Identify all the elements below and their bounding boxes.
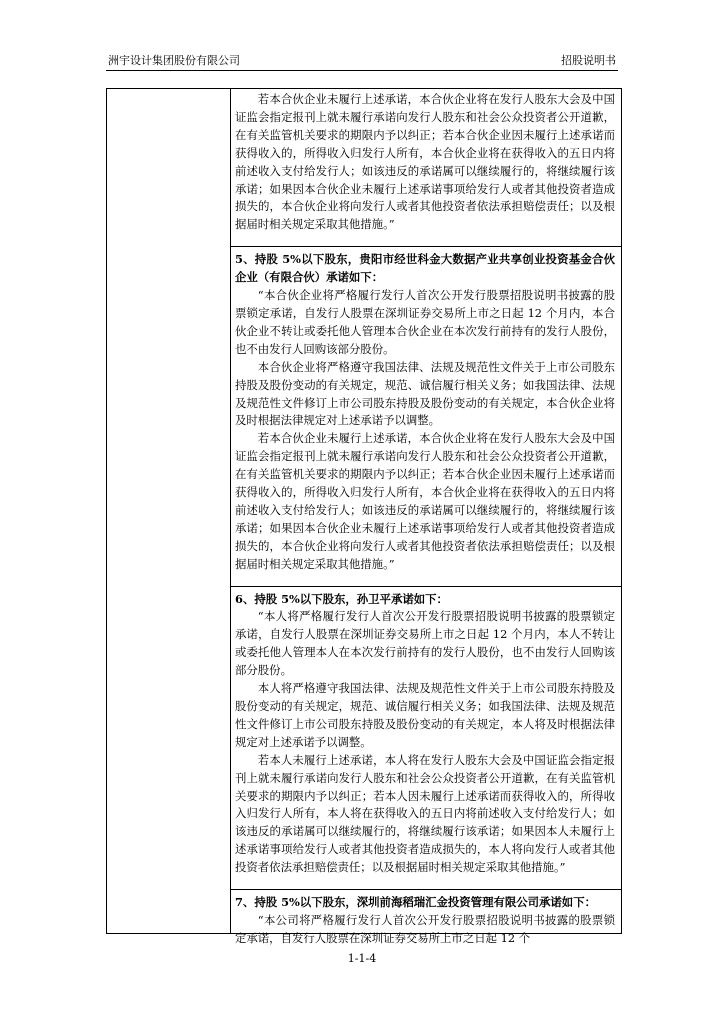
section-divider: [230, 586, 621, 587]
section-divider: [230, 246, 621, 247]
commitment-block-continued: [235, 91, 615, 234]
paragraph: 若本合伙企业未履行上述承诺，本合伙企业将在发行人股东大会及中国证监会指定报刊上就未履行承诺向发行人股东和社会公众投资者公开道歉，在有关监管机关要求的期限内予以纠正；若本合伙企业因未履行上述承诺而获得收入的，所得收入归发行人所有，本合伙企业将在获得收入的五日内将前述收入支付给发行人；如该违反的承诺属可以继续履行的，将继续履行该承诺；如果因本合伙企业未履行上述承诺事项给发行人或者其他投资者造成损失的，本合伙企业将向发行人或者其他投资者依法承担赔偿责任；以及根据届时相关规定采取其他措施。”: [235, 431, 615, 571]
page-header: [106, 50, 618, 71]
column-divider: [230, 89, 231, 933]
commitment-block-6: [235, 591, 615, 878]
commitment-block-7: [235, 894, 615, 948]
header-company-name: 洲宇设计集团股份有限公司: [108, 54, 240, 67]
section-heading: 7、持股 5%以下股东，深圳前海稻瑞汇金投资管理有限公司承诺如下：: [235, 895, 596, 910]
paragraph: “本合伙企业将严格履行发行人首次公开发行股票招股说明书披露的股票锁定承诺，自发行人股票在深圳证券交易所上市之日起 12 个月内，本合伙企业不转让或委托他人管理本合伙企业在本次发行前持有的发行人股份，也不由发行人回购该部分股份。: [235, 288, 615, 356]
paragraph: 本合伙企业将严格遵守我国法律、法规及规范性文件关于上市公司股东持股及股份变动的有关规定，规范、诚信履行相关义务；如我国法律、法规及规范性文件修订上市公司股东持股及股份变动的有关规定，本合伙企业将及时根据法律规定对上述承诺予以调整。: [235, 359, 615, 428]
paragraph: 若本人未履行上述承诺，本人将在发行人股东大会及中国证监会指定报刊上就未履行承诺向发行人股东和社会公众投资者公开道歉，在有关监管机关要求的期限内予以纠正；若本人因未履行上述承诺而获得收入的，所得收入归发行人所有，本人将在获得收入的五日内将前述收入支付给发行人；如该违反的承诺属可以继续履行的，将继续履行该承诺；如果因本人未履行上述承诺事项给发行人或者其他投资者造成损失的，本人将向发行人或者其他投资者依法承担赔偿责任；以及根据届时相关规定采取其他措施。”: [235, 752, 615, 875]
commitments-table: [106, 88, 622, 945]
commitment-block-5: [235, 251, 615, 573]
commitment-content-cell: [235, 91, 615, 948]
header-document-type: 招股说明书: [561, 54, 616, 67]
section-divider: [230, 889, 621, 890]
paragraph: 本人将严格遵守我国法律、法规及规范性文件关于上市公司股东持股及股份变动的有关规定，规范、诚信履行相关义务；如我国法律、法规及规范性文件修订上市公司股东持股及股份变动的有关规定，本人将及时根据法律规定对上述承诺予以调整。: [235, 681, 615, 749]
paragraph: “本人将严格履行发行人首次公开发行股票招股说明书披露的股票锁定承诺，自发行人股票在深圳证券交易所上市之日起 12 个月内，本人不转让或委托他人管理本人在本次发行前持有的发行人股份，也不由发行人回购该部分股份。: [235, 609, 615, 678]
paragraph: “本公司将严格履行发行人首次公开发行股票招股说明书披露的股票锁定承诺，自发行人股票在深圳证券交易所上市之日起 12 个: [235, 912, 615, 945]
page-number: 1-1-4: [347, 952, 377, 965]
paragraph: 若本合伙企业未履行上述承诺，本合伙企业将在发行人股东大会及中国证监会指定报刊上就未履行承诺向发行人股东和社会公众投资者公开道歉，在有关监管机关要求的期限内予以纠正；若本合伙企业因未履行上述承诺而获得收入的，所得收入归发行人所有，本合伙企业将在获得收入的五日内将前述收入支付给发行人；如该违反的承诺属可以继续履行的，将继续履行该承诺；如果因本合伙企业未履行上述承诺事项给发行人或者其他投资者造成损失的，本合伙企业将向发行人或者其他投资者依法承担赔偿责任；以及根据届时相关规定采取其他措施。”: [235, 92, 615, 232]
section-heading: 6、持股 5%以下股东，孙卫平承诺如下：: [235, 591, 448, 606]
section-heading: 5、持股 5%以下股东，贵阳市经世科金大数据产业共享创业投资基金合伙企业（有限合伙）承诺如下：: [235, 252, 615, 285]
